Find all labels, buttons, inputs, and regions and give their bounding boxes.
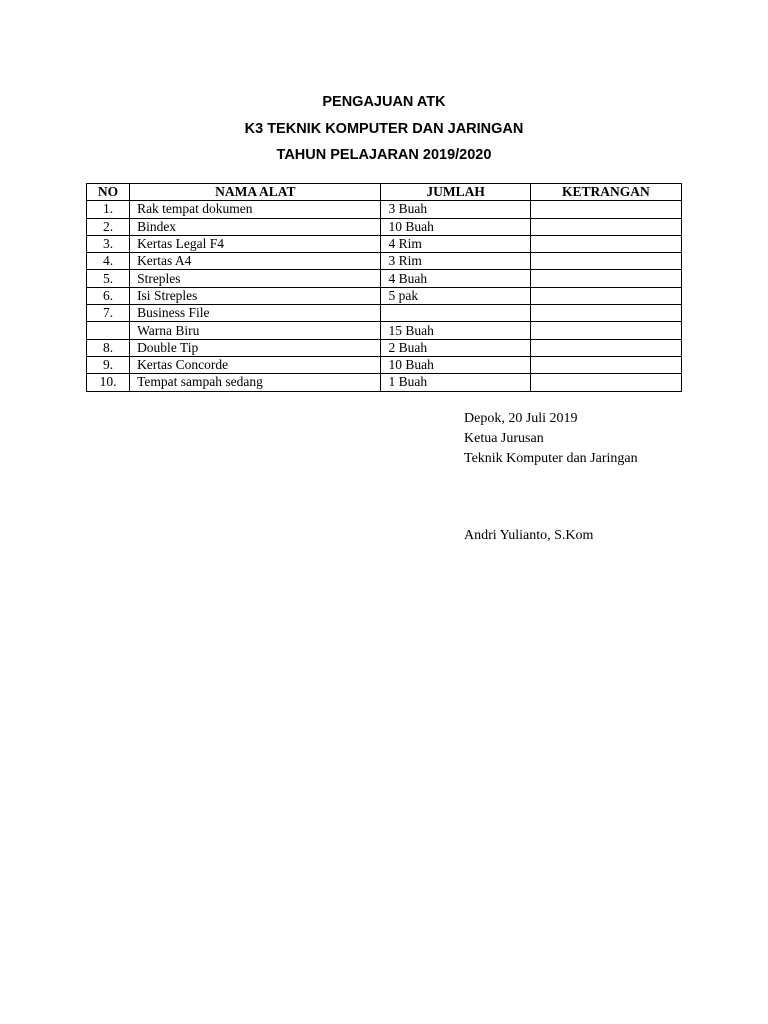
signature-name: Andri Yulianto, S.Kom: [464, 528, 594, 543]
table-row: [87, 339, 682, 356]
cell-jumlah: 4 Buah: [381, 270, 530, 287]
cell-nama-alat: Warna Biru: [130, 322, 381, 339]
cell-jumlah: [381, 305, 530, 322]
cell-no: 7.: [87, 305, 130, 322]
cell-nama-alat: Rak tempat dokumen: [130, 201, 381, 218]
signature-department: Teknik Komputer dan Jaringan: [464, 451, 638, 466]
cell-ketrangan: [530, 270, 681, 287]
table-row: [87, 218, 682, 235]
cell-jumlah: 2 Buah: [381, 339, 530, 356]
cell-no: 5.: [87, 270, 130, 287]
table-row: [87, 356, 682, 373]
cell-jumlah: 10 Buah: [381, 356, 530, 373]
cell-jumlah: 5 pak: [381, 287, 530, 304]
cell-nama-alat: Double Tip: [130, 339, 381, 356]
signature-place-date: Depok, 20 Juli 2019: [464, 411, 578, 426]
cell-nama-alat: Isi Streples: [130, 287, 381, 304]
table-row: [87, 235, 682, 252]
cell-ketrangan: [530, 356, 681, 373]
cell-ketrangan: [530, 218, 681, 235]
cell-no: 4.: [87, 253, 130, 270]
cell-no: 10.: [87, 374, 130, 391]
cell-jumlah: 3 Buah: [381, 201, 530, 218]
table-header-row: [87, 184, 682, 201]
table-row: [87, 287, 682, 304]
table-row: [87, 201, 682, 218]
column-header-nama-alat: NAMA ALAT: [130, 184, 381, 201]
cell-ketrangan: [530, 322, 681, 339]
column-header-jumlah: JUMLAH: [381, 184, 530, 201]
column-header-ketrangan: KETRANGAN: [530, 184, 681, 201]
header-title: PENGAJUAN ATK: [322, 94, 446, 110]
header-school-year: TAHUN PELAJARAN 2019/2020: [276, 147, 492, 163]
signature-position: Ketua Jurusan: [464, 431, 544, 446]
cell-jumlah: 10 Buah: [381, 218, 530, 235]
cell-nama-alat: Business File: [130, 305, 381, 322]
document-header: [0, 89, 768, 169]
cell-no: 8.: [87, 339, 130, 356]
cell-no: 9.: [87, 356, 130, 373]
table-row: [87, 270, 682, 287]
cell-nama-alat: Streples: [130, 270, 381, 287]
table-row: [87, 322, 682, 339]
cell-nama-alat: Kertas Concorde: [130, 356, 381, 373]
cell-jumlah: 1 Buah: [381, 374, 530, 391]
table-row: [87, 253, 682, 270]
cell-no: 2.: [87, 218, 130, 235]
cell-jumlah: 3 Rim: [381, 253, 530, 270]
cell-ketrangan: [530, 201, 681, 218]
table-row: [87, 374, 682, 391]
signature-block: [464, 409, 638, 546]
cell-ketrangan: [530, 253, 681, 270]
table-row: [87, 305, 682, 322]
cell-nama-alat: Kertas Legal F4: [130, 235, 381, 252]
cell-no: 1.: [87, 201, 130, 218]
cell-nama-alat: Tempat sampah sedang: [130, 374, 381, 391]
cell-jumlah: 4 Rim: [381, 235, 530, 252]
cell-ketrangan: [530, 235, 681, 252]
cell-no: [87, 322, 130, 339]
cell-jumlah: 15 Buah: [381, 322, 530, 339]
items-table: [86, 183, 682, 392]
header-department: K3 TEKNIK KOMPUTER DAN JARINGAN: [244, 120, 524, 137]
cell-ketrangan: [530, 339, 681, 356]
cell-no: 6.: [87, 287, 130, 304]
cell-ketrangan: [530, 305, 681, 322]
cell-nama-alat: Bindex: [130, 218, 381, 235]
column-header-no: NO: [87, 184, 130, 201]
cell-ketrangan: [530, 374, 681, 391]
cell-ketrangan: [530, 287, 681, 304]
cell-no: 3.: [87, 235, 130, 252]
cell-nama-alat: Kertas A4: [130, 253, 381, 270]
